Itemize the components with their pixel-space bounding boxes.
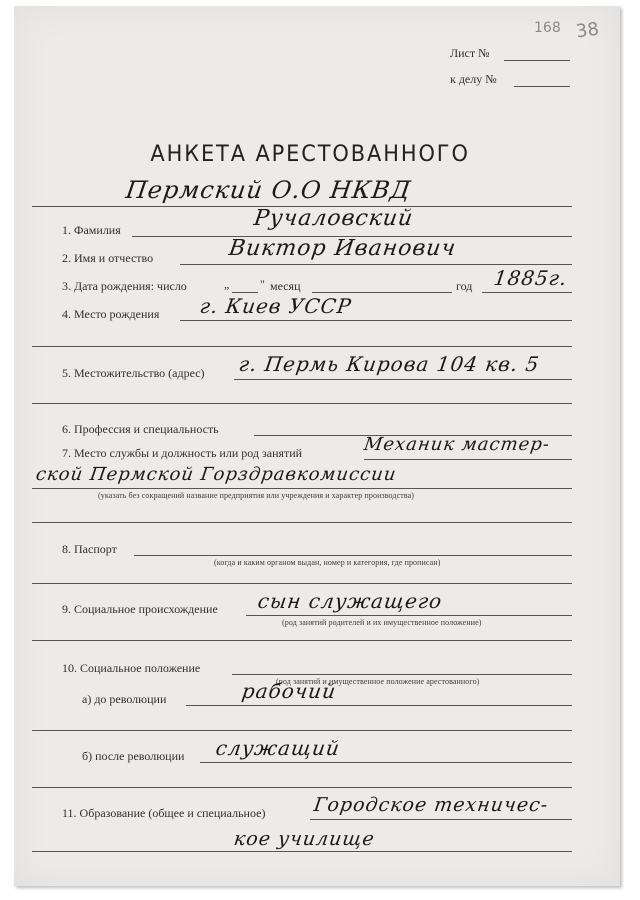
case-number-line bbox=[514, 86, 570, 87]
name-label: 2. Имя и отчество bbox=[62, 251, 154, 265]
name-value: Виктор Иванович bbox=[227, 236, 458, 261]
birthplace-line bbox=[180, 320, 572, 321]
after-revolution-extra-line bbox=[32, 787, 572, 788]
birth-year-line bbox=[482, 292, 572, 293]
birth-quote-open: „ bbox=[224, 277, 230, 291]
birthplace-value: г. Киев УССР bbox=[198, 294, 354, 318]
birthplace-extra-line bbox=[32, 346, 572, 347]
workplace-value-line2: ской Пермской Горздравкомиссии bbox=[34, 464, 398, 485]
birth-month-label: месяц bbox=[270, 279, 301, 293]
education-value-line1: Городское техничес- bbox=[312, 794, 550, 816]
workplace-line-2 bbox=[32, 488, 572, 489]
education-label: 11. Образование (общее и специальное) bbox=[62, 806, 266, 820]
birth-date-label: 3. Дата рождения: число bbox=[62, 279, 187, 293]
education-extra-line bbox=[32, 851, 572, 852]
passport-extra-line bbox=[32, 583, 572, 584]
surname-value: Ручаловский bbox=[252, 206, 415, 231]
birth-month-line bbox=[312, 292, 452, 293]
residence-value: г. Пермь Кирова 104 кв. 5 bbox=[237, 352, 542, 376]
department-handwritten: Пермский О.О НКВД bbox=[124, 176, 413, 204]
education-value-line2: кое училище bbox=[232, 828, 377, 850]
sheet-number-value: 168 bbox=[534, 20, 561, 36]
case-number-label: к делу № bbox=[450, 72, 497, 86]
residence-line bbox=[234, 379, 572, 380]
passport-label: 8. Паспорт bbox=[62, 542, 117, 556]
social-status-label: 10. Социальное положение bbox=[62, 661, 201, 675]
social-origin-hint: (род занятий родителей и их имущественное положение) bbox=[282, 618, 482, 627]
birth-year-value: 1885г. bbox=[492, 266, 570, 290]
residence-label: 5. Местожительство (адрес) bbox=[62, 366, 205, 380]
profession-label: 6. Профессия и специальность bbox=[62, 422, 219, 436]
page-title: АНКЕТА АРЕСТОВАННОГО bbox=[150, 142, 470, 167]
social-origin-extra-line bbox=[32, 640, 572, 641]
passport-line bbox=[134, 555, 572, 556]
birth-quote-close: " bbox=[260, 277, 265, 291]
workplace-label: 7. Место службы и должность или род занятий bbox=[62, 446, 303, 460]
workplace-hint: (указать без сокращений название предприятия или учреждения и характер производства) bbox=[98, 491, 415, 500]
before-revolution-value: рабочий bbox=[240, 679, 338, 703]
workplace-line-1 bbox=[364, 459, 572, 460]
workplace-line-3 bbox=[32, 522, 572, 523]
name-line bbox=[180, 264, 572, 265]
social-origin-line bbox=[246, 615, 572, 616]
after-revolution-label: б) после революции bbox=[82, 749, 185, 763]
birth-year-label: год bbox=[456, 279, 473, 293]
after-revolution-line bbox=[200, 762, 572, 763]
social-status-line bbox=[232, 674, 572, 675]
surname-label: 1. Фамилия bbox=[62, 223, 121, 237]
passport-hint: (когда и каким органом выдан, номер и категория, где прописан) bbox=[214, 558, 441, 567]
social-origin-value: сын служащего bbox=[256, 589, 444, 613]
workplace-value-line1: Механик мастер- bbox=[362, 434, 552, 455]
before-revolution-label: а) до революции bbox=[82, 692, 167, 706]
sheet-number-line bbox=[504, 60, 570, 61]
case-number-mark: 38 bbox=[574, 18, 601, 43]
birthplace-label: 4. Место рождения bbox=[62, 307, 160, 321]
residence-extra-line bbox=[32, 403, 572, 404]
social-status-hint: (род занятий и имущественное положение арестованного) bbox=[276, 677, 480, 686]
before-revolution-line bbox=[186, 705, 572, 706]
sheet-number-label: Лист № bbox=[450, 46, 490, 60]
education-line bbox=[310, 819, 572, 820]
birth-day-line bbox=[232, 292, 258, 293]
after-revolution-value: служащий bbox=[214, 736, 342, 760]
before-revolution-extra-line bbox=[32, 730, 572, 731]
social-origin-label: 9. Социальное происхождение bbox=[62, 602, 218, 616]
questionnaire-sheet bbox=[14, 6, 620, 886]
